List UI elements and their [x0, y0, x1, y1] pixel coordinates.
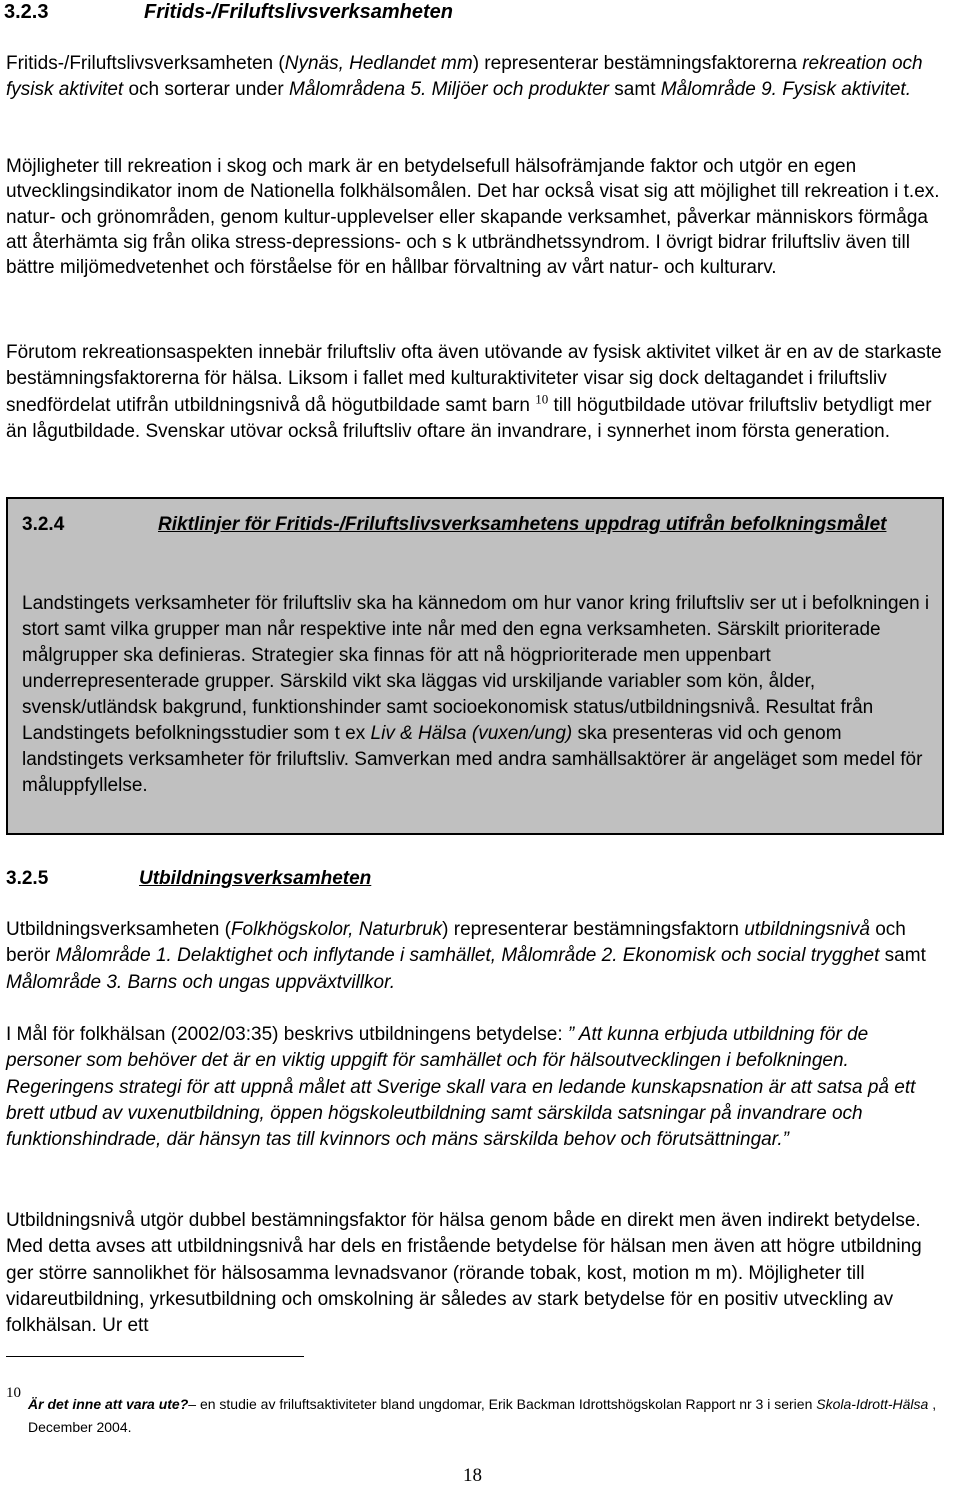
section-323-number: 3.2.3	[4, 1, 49, 23]
section-323-heading	[4, 0, 453, 25]
footnote-10	[6, 1385, 946, 1439]
section-325-paragraph-1: Utbildningsverksamheten (Folkhögskolor, Naturbruk) representerar bestämningsfaktorn utbildningsnivå och berör Målområde 1. Delaktighet och inflytande i samhället, Målområde 2. Ekonomisk och social trygghet samt Målområde 3. Barns och ungas uppväxtvillkor.	[6, 919, 926, 993]
footnote-title: Är det inne att vara ute?	[28, 1396, 189, 1412]
section-323-paragraph-3: Förutom rekreationsaspekten innebär friluftsliv ofta även utövande av fysisk aktivitet vilket är en av de starkaste bestämningsfaktorerna för hälsa. Liksom i fallet med kulturaktiviteter visar sig dock deltagandet i friluftsliv snedfördelat utifrån utbildningsnivå då högutbildade samt barn $^{10}$ till högutbildade utövar friluftsliv betydligt mer än lågutbildade. Svenskar utövar också friluftsliv oftare än invandrare, i synnerhet inom första generation.	[6, 342, 942, 442]
footnote-number: 10	[6, 1385, 21, 1401]
guideline-box	[6, 497, 944, 835]
section-325-paragraph-2: I Mål för folkhälsan (2002/03:35) beskrivs utbildningens betydelse: ” Att kunna erbjuda utbildning för de personer som behöver det är en viktig uppgift för samhället och för hälsoutvecklingen i befolkningen. Regeringens strategi för att uppnå målet att Sverige skall vara en ledande kunskapsnation är att satsa på ett brett utbud av vuxenutbildning, öppen högskoleutbildning samt särskilda satsningar på invandrare och funktionshindrade, där hänsyn tas till kvinnors och mäns särskilda behov och förutsättningar.”	[6, 1024, 916, 1151]
section-325-title: Utbildningsverksamheten	[139, 868, 372, 889]
section-324-number: 3.2.4	[22, 514, 65, 535]
section-323-title: Fritids-/Friluftslivsverksamheten	[144, 1, 453, 23]
section-325-paragraph-3: Utbildningsnivå utgör dubbel bestämningsfaktor för hälsa genom både en direkt men även indirekt betydelse. Med detta avses att utbildningsnivå har dels en fristående betydelse för hälsan men även att högre utbildning ger större sannolikhet för hälsosamma levnadsvanor (rörande tobak, kost, motion m m). Möjligheter till vidareutbildning, yrkesutbildning och omskolning är således av stark betydelse för en positiv utveckling av folkhälsan. Ur ett	[6, 1210, 922, 1337]
section-325-number: 3.2.5	[6, 868, 49, 889]
footnote-separator	[6, 1356, 304, 1357]
footnote-line-1: Är det inne att vara ute?– en studie av friluftsaktiviteter bland ungdomar, Erik Backman Idrottshögskolan Rapport nr 3 i serien Skola-Idrott-Hälsa , December 2004.	[28, 1396, 937, 1435]
section-323-paragraph-1: Fritids-/Friluftslivsverksamheten (Nynäs, Hedlandet mm) representerar bestämningsfaktorerna rekreation och fysisk aktivitet och sorterar under Målområdena 5. Miljöer och produkter samt Målområde 9. Fysisk aktivitet.	[6, 53, 923, 101]
section-325-heading	[6, 866, 372, 892]
section-324-paragraph: Landstingets verksamheter för friluftsliv ska ha kännedom om hur vanor kring friluftsliv ser ut i befolkningen i stort samt vilka grupper man når respektive inte når med den egna verksamheten. Särskilt prioriterade målgrupper ska definieras. Strategier ska finnas för att nå högprioriterade men uppenbart underrepresenterade grupper. Särskild vikt ska läggas vid urskiljande variabler som kön, ålder, svensk/utländsk bakgrund, funktionshinder samt socioekonomisk status/utbildningsnivå. Resultat från Landstingets befolkningsstudier som t ex Liv & Hälsa (vuxen/ung) ska presenteras vid och genom landstingets verksamheter för friluftsliv. Samverkan med andra samhällsaktörer är angeläget som medel för måluppfyllelse.	[22, 593, 930, 796]
section-323-paragraph-2: Möjligheter till rekreation i skog och mark är en betydelsefull hälsofrämjande faktor och utgör en egen utvecklingsindikator inom de Nationella folkhälsomålen. Det har också visat sig att möjlighet till rekreation i t.ex. natur- och grönområden, genom kultur-upplevelser eller skapande verksamhet, påverkar människors förmåga att återhämta sig från olika stress-depressions- och s k utbrändhetssyndrom. I övrigt bidrar friluftsliv även till bättre miljömedvetenhet och förståelse för en hållbar förvaltning av vårt natur- och kulturarv.	[6, 156, 940, 279]
footnote-ref-10[interactable]: 10	[535, 391, 549, 407]
section-324-title: Riktlinjer för Fritids-/Friluftslivsverksamhetens uppdrag utifrån befolkningsmålet	[158, 514, 887, 535]
page-number: 18	[463, 1465, 482, 1486]
